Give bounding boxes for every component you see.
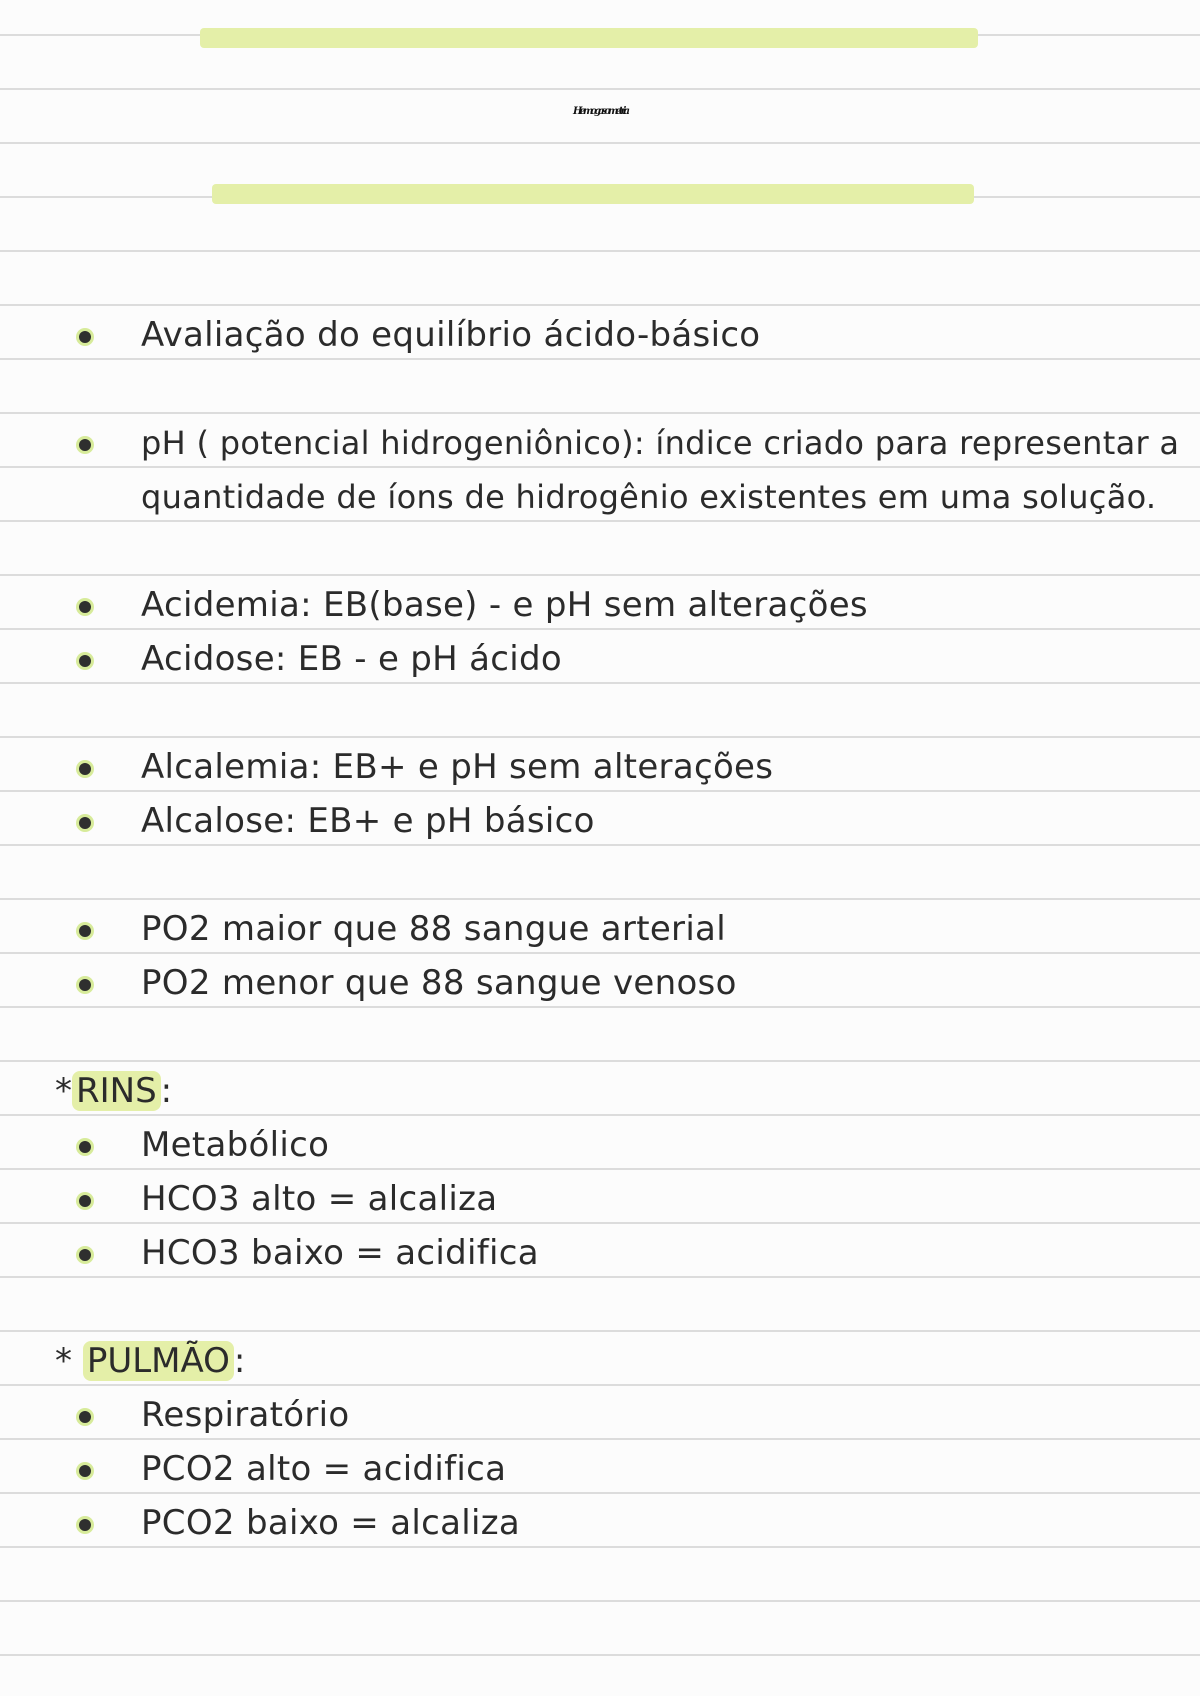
list-item-text: pH ( potencial hidrogeniônico): índice criado para representar a [141, 424, 1180, 462]
list-item-text: PCO2 alto = acidifica [141, 1449, 507, 1489]
list-item-continuation [0, 470, 1200, 524]
asterisk-marker: * [55, 1341, 83, 1381]
page-title: Hemogasometria [573, 106, 627, 117]
bullet-icon [79, 439, 91, 451]
ruled-line [0, 574, 1200, 576]
list-item [0, 902, 1200, 956]
title-block [0, 0, 1200, 260]
colon: : [160, 1071, 173, 1111]
list-item-text: Acidose: EB - e pH ácido [141, 639, 563, 679]
bullet-icon [79, 601, 91, 613]
list-item-text: Metabólico [141, 1125, 330, 1165]
list-item [0, 578, 1200, 632]
bullet-icon [79, 763, 91, 775]
list-item-text: PO2 maior que 88 sangue arterial [141, 909, 726, 949]
list-item [0, 308, 1200, 362]
section-heading-rins [0, 1064, 1200, 1118]
bullet-icon [79, 1465, 91, 1477]
ruled-line [0, 1600, 1200, 1602]
ruled-line [0, 412, 1200, 414]
list-item-text: Acidemia: EB(base) - e pH sem alterações [141, 585, 868, 625]
ruled-line [0, 736, 1200, 738]
colon: : [233, 1341, 246, 1381]
ruled-line [0, 1330, 1200, 1332]
list-item [0, 1172, 1200, 1226]
bullet-icon [79, 331, 91, 343]
list-item-text: quantidade de íons de hidrogênio existentes em uma solução. [141, 478, 1157, 516]
bullet-icon [79, 1411, 91, 1423]
list-item-text: PO2 menor que 88 sangue venoso [141, 963, 737, 1003]
section-title-rins: RINS [72, 1071, 161, 1111]
asterisk-marker: * [55, 1071, 72, 1111]
list-item [0, 1118, 1200, 1172]
list-item-text: PCO2 baixo = alcaliza [141, 1503, 520, 1543]
list-item [0, 632, 1200, 686]
list-item [0, 416, 1200, 470]
list-item-text: Respiratório [141, 1395, 350, 1435]
bullet-icon [79, 1249, 91, 1261]
list-item-text: HCO3 baixo = acidifica [141, 1233, 539, 1273]
bullet-icon [79, 1519, 91, 1531]
bullet-icon [79, 925, 91, 937]
ruled-line [0, 1654, 1200, 1656]
list-item [0, 1442, 1200, 1496]
list-item-text: HCO3 alto = alcaliza [141, 1179, 498, 1219]
list-item-text: Alcalemia: EB+ e pH sem alterações [141, 747, 774, 787]
list-item [0, 956, 1200, 1010]
section-title-pulmao: PULMÃO [83, 1341, 234, 1381]
list-item [0, 1496, 1200, 1550]
list-item-text: Avaliação do equilíbrio ácido-básico [141, 315, 761, 355]
ruled-line [0, 898, 1200, 900]
list-item [0, 740, 1200, 794]
bullet-icon [79, 1141, 91, 1153]
list-item [0, 1226, 1200, 1280]
list-item [0, 1388, 1200, 1442]
bullet-icon [79, 1195, 91, 1207]
bullet-icon [79, 979, 91, 991]
ruled-line [0, 1060, 1200, 1062]
bullet-icon [79, 817, 91, 829]
ruled-line [0, 304, 1200, 306]
section-heading-pulmao [0, 1334, 1200, 1388]
list-item-text: Alcalose: EB+ e pH básico [141, 801, 595, 841]
bullet-icon [79, 655, 91, 667]
list-item [0, 794, 1200, 848]
